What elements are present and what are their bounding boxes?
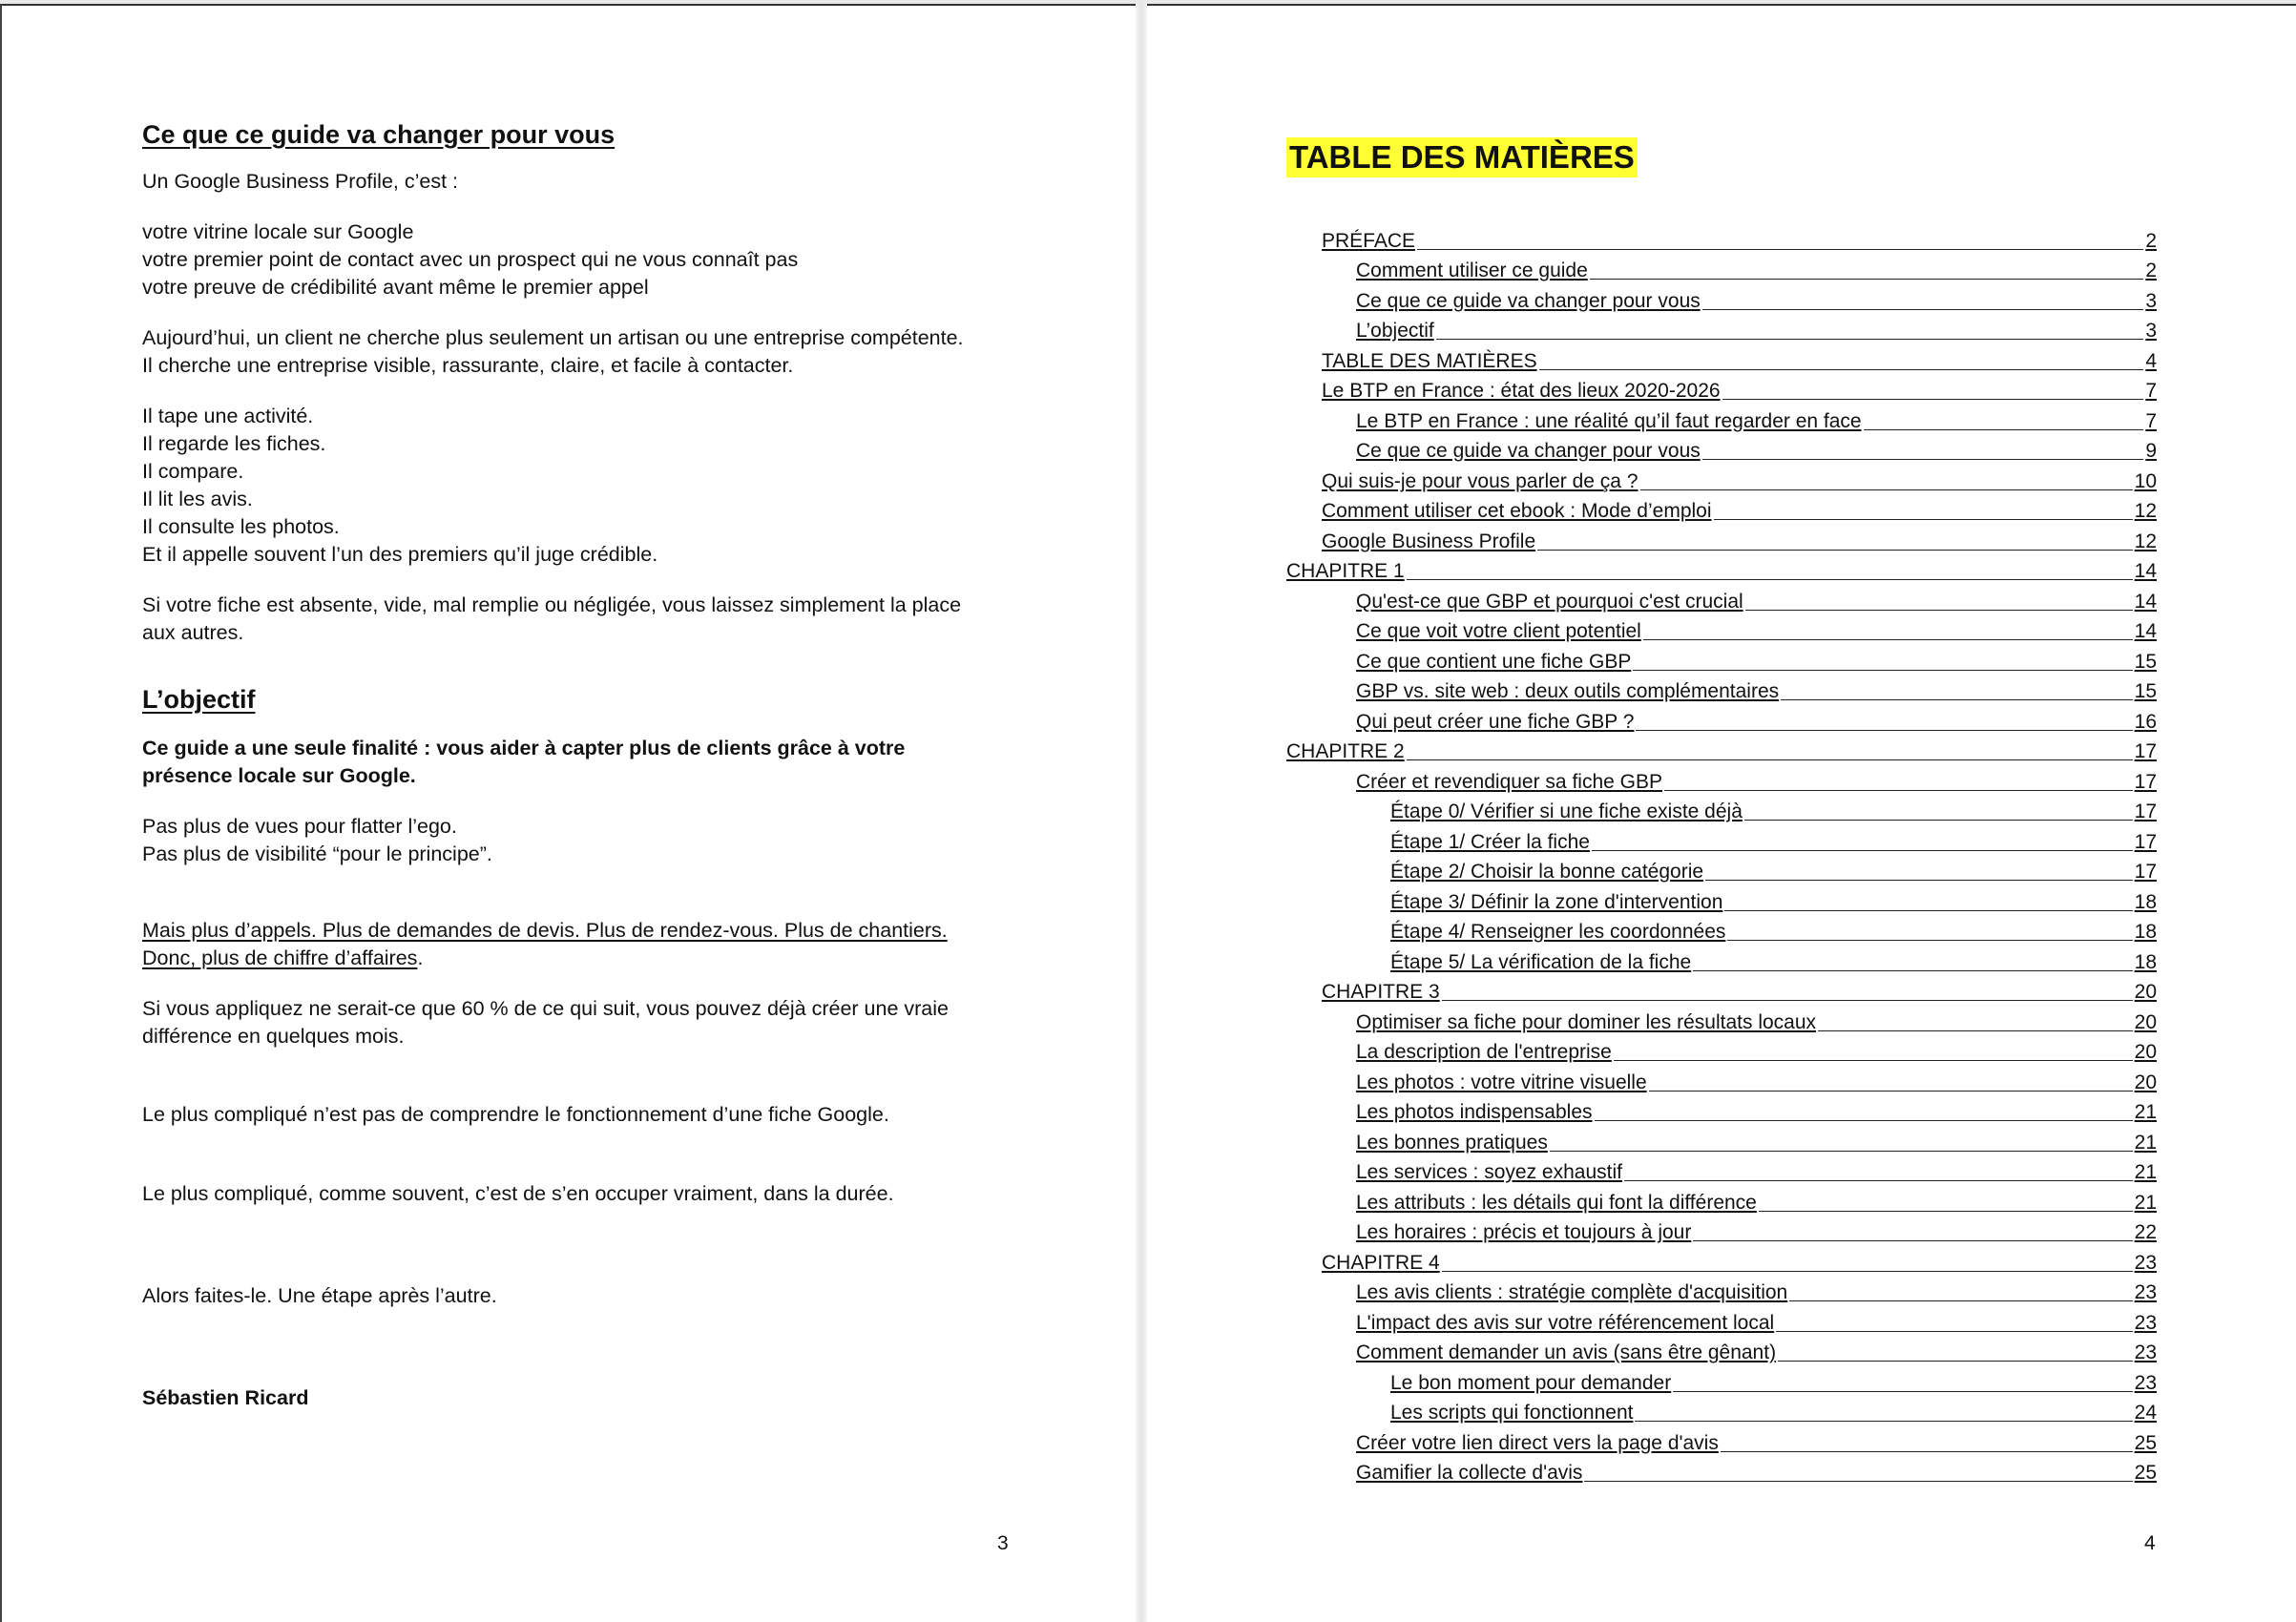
list-item: votre preuve de crédibilité avant même le premier appel xyxy=(142,276,649,299)
toc-entry-page[interactable]: 23 xyxy=(2134,1281,2157,1303)
toc-entry-page[interactable]: 24 xyxy=(2134,1402,2157,1424)
toc-entry-page[interactable]: 17 xyxy=(2134,801,2157,822)
toc-entry[interactable] xyxy=(1286,314,2157,344)
toc-entry-label[interactable]: Étape 1/ Créer la fiche xyxy=(1390,830,1590,853)
toc-entry[interactable] xyxy=(1286,824,2157,855)
toc-entry[interactable] xyxy=(1286,945,2157,975)
toc-leader-line xyxy=(1781,698,2132,700)
toc-entry-label[interactable]: Gamifier la collecte d'avis xyxy=(1356,1462,1583,1484)
toc-title: TABLE DES MATIÈRES xyxy=(1286,137,1638,177)
toc-entry-label[interactable]: Ce que voit votre client potentiel xyxy=(1356,620,1641,642)
toc-entry-page[interactable]: 23 xyxy=(2134,1251,2157,1274)
underlined-line: Donc, plus de chiffre d’affaires xyxy=(142,946,418,969)
toc-entry[interactable] xyxy=(1286,1005,2157,1035)
toc-leader-line xyxy=(1693,969,2132,971)
toc-leader-line xyxy=(1744,819,2133,821)
toc-entry-page[interactable]: 14 xyxy=(2134,590,2157,613)
toc-entry-page[interactable]: 14 xyxy=(2134,620,2157,642)
toc-entry[interactable] xyxy=(1286,704,2157,735)
toc-entry-page[interactable]: 18 xyxy=(2134,890,2157,913)
step-line: Il lit les avis. xyxy=(142,488,253,510)
toc-leader-line xyxy=(1778,1360,2133,1362)
toc-entry-page[interactable]: 20 xyxy=(2134,1041,2157,1063)
toc-entry-page[interactable]: 25 xyxy=(2134,1431,2157,1454)
toc-entry-label[interactable]: Étape 0/ Vérifier si une fiche existe déjà xyxy=(1390,801,1743,822)
toc-entry-label[interactable]: Les photos indispensables xyxy=(1356,1101,1593,1123)
period: . xyxy=(417,946,424,969)
toc-entry[interactable] xyxy=(1286,795,2157,825)
toc-leader-line xyxy=(1724,909,2132,911)
toc-entry-label[interactable]: Les attributs : les détails qui font la différence xyxy=(1356,1191,1757,1214)
toc-entry-label[interactable]: CHAPITRE 4 xyxy=(1322,1251,1440,1274)
toc-entry-page[interactable]: 17 xyxy=(2134,770,2157,793)
section-heading-objective: L’objectif xyxy=(142,685,256,714)
toc-entry-page[interactable]: 22 xyxy=(2134,1221,2157,1243)
toc-entry[interactable] xyxy=(1286,1035,2157,1066)
toc-entry-label[interactable]: Étape 4/ Renseigner les coordonnées xyxy=(1390,921,1726,943)
section-heading-guide-changes: Ce que ce guide va changer pour vous xyxy=(142,120,616,149)
toc-entry-label[interactable]: Créer et revendiquer sa fiche GBP xyxy=(1356,770,1662,793)
toc-entry[interactable] xyxy=(1286,675,2157,705)
toc-entry-page[interactable]: 12 xyxy=(2134,500,2157,522)
underlined-line: Mais plus d’appels. Plus de demandes de devis. Plus de rendez-vous. Plus de chantiers. xyxy=(142,919,948,942)
toc-leader-line xyxy=(1714,518,2133,520)
toc-leader-line xyxy=(1550,1150,2133,1152)
toc-entry-label[interactable]: La description de l'entreprise xyxy=(1356,1041,1612,1063)
toc-leader-line xyxy=(1539,368,2144,370)
toc-entry[interactable] xyxy=(1286,614,2157,645)
toc-entry[interactable] xyxy=(1286,404,2157,434)
toc-leader-line xyxy=(1789,1300,2132,1301)
toc-entry-page[interactable]: 20 xyxy=(2134,981,2157,1003)
toc-entry-page[interactable]: 21 xyxy=(2134,1161,2157,1183)
toc-entry-label[interactable]: Le BTP en France : une réalité qu’il faut regarder en face xyxy=(1356,409,1862,432)
toc-entry-label[interactable]: CHAPITRE 2 xyxy=(1286,740,1405,762)
toc-entry-label[interactable]: Les photos : votre vitrine visuelle xyxy=(1356,1071,1647,1093)
toc-entry-label[interactable]: Le BTP en France : état des lieux 2020-2026 xyxy=(1322,380,1721,402)
toc-entry-page[interactable]: 16 xyxy=(2134,710,2157,733)
toc-entry-label[interactable]: CHAPITRE 3 xyxy=(1322,981,1440,1003)
toc-entry-page[interactable]: 4 xyxy=(2145,349,2157,372)
toc-entry-label[interactable]: Le bon moment pour demander xyxy=(1390,1371,1672,1394)
intro-text: Un Google Business Profile, c’est : xyxy=(142,170,459,193)
toc-entry[interactable] xyxy=(1286,1276,2157,1306)
toc-entry-label[interactable]: PRÉFACE xyxy=(1322,229,1416,252)
table-of-contents xyxy=(1286,223,2157,1486)
paragraph-line: Si votre fiche est absente, vide, mal remplie ou négligée, vous laissez simplement la place xyxy=(142,593,962,616)
toc-leader-line xyxy=(1436,338,2144,340)
toc-entry-label[interactable]: Qui peut créer une fiche GBP ? xyxy=(1356,710,1635,733)
toc-entry-page[interactable]: 23 xyxy=(2134,1371,2157,1394)
toc-entry-page[interactable]: 21 xyxy=(2134,1131,2157,1154)
toc-entry-page[interactable]: 3 xyxy=(2145,289,2157,312)
toc-leader-line xyxy=(1584,1480,2132,1482)
toc-entry-label[interactable]: Étape 3/ Définir la zone d'intervention xyxy=(1390,890,1723,913)
toc-entry-page[interactable]: 10 xyxy=(2134,469,2157,492)
toc-leader-line xyxy=(1643,638,2133,640)
step-line: Il compare. xyxy=(142,460,244,483)
toc-leader-line xyxy=(1727,939,2132,941)
toc-leader-line xyxy=(1417,248,2143,250)
toc-entry-label[interactable]: Comment demander un avis (sans être gênant) xyxy=(1356,1341,1777,1363)
toc-entry-label[interactable]: CHAPITRE 1 xyxy=(1286,560,1405,582)
toc-entry-page[interactable]: 9 xyxy=(2145,440,2157,462)
paragraph-line: Le plus compliqué, comme souvent, c’est de s’en occuper vraiment, dans la durée. xyxy=(142,1182,894,1205)
toc-leader-line xyxy=(1633,669,2132,671)
toc-entry-label[interactable]: Qu'est-ce que GBP et pourquoi c'est crucial xyxy=(1356,590,1743,613)
toc-entry[interactable] xyxy=(1286,1336,2157,1366)
step-line: Il regarde les fiches. xyxy=(142,432,326,455)
toc-leader-line xyxy=(1635,1420,2132,1422)
page-4 xyxy=(1147,4,2296,1622)
toc-entry[interactable] xyxy=(1286,584,2157,614)
toc-entry-label[interactable]: L’objectif xyxy=(1356,320,1434,342)
underlined-line-wrap xyxy=(142,945,1001,972)
toc-entry-label[interactable]: L'impact des avis sur votre référencement local xyxy=(1356,1311,1775,1334)
step-line: Il tape une activité. xyxy=(142,405,314,427)
toc-entry-page[interactable]: 12 xyxy=(2134,530,2157,552)
toc-entry[interactable] xyxy=(1286,1456,2157,1487)
toc-entry-page[interactable]: 3 xyxy=(2145,320,2157,342)
toc-entry[interactable] xyxy=(1286,1065,2157,1095)
toc-entry-page[interactable]: 20 xyxy=(2134,1010,2157,1033)
toc-leader-line xyxy=(1595,1119,2133,1121)
toc-leader-line xyxy=(1442,1270,2133,1272)
toc-leader-line xyxy=(1442,999,2133,1001)
toc-entry[interactable] xyxy=(1286,494,2157,525)
paragraph-line: Pas plus de vues pour flatter l’ego. xyxy=(142,815,457,838)
toc-entry[interactable] xyxy=(1286,1155,2157,1186)
toc-entry-label[interactable]: Optimiser sa fiche pour dominer les résultats locaux xyxy=(1356,1010,1817,1033)
paragraph-line: Pas plus de visibilité “pour le principe”. xyxy=(142,842,492,865)
toc-entry[interactable] xyxy=(1286,524,2157,554)
toc-leader-line xyxy=(1776,1330,2132,1332)
toc-entry-label[interactable]: Ce que ce guide va changer pour vous xyxy=(1356,289,1701,312)
toc-leader-line xyxy=(1721,1450,2133,1452)
toc-entry[interactable] xyxy=(1286,915,2157,946)
toc-entry-page[interactable]: 23 xyxy=(2134,1311,2157,1334)
toc-entry-label[interactable]: Étape 5/ La vérification de la fiche xyxy=(1390,950,1692,973)
toc-entry-page[interactable]: 2 xyxy=(2145,229,2157,252)
toc-entry-page[interactable]: 14 xyxy=(2134,560,2157,582)
toc-entry-page[interactable]: 21 xyxy=(2134,1191,2157,1214)
toc-entry[interactable] xyxy=(1286,644,2157,675)
page-3 xyxy=(0,4,1136,1622)
page-number: 4 xyxy=(2144,1532,2156,1554)
toc-entry-page[interactable]: 7 xyxy=(2145,409,2157,432)
toc-leader-line xyxy=(1759,1210,2133,1212)
toc-entry[interactable] xyxy=(1286,374,2157,405)
page-3-content xyxy=(142,116,1001,1412)
page-number: 3 xyxy=(997,1532,1009,1554)
objective-statement: présence locale sur Google. xyxy=(142,764,416,787)
toc-leader-line xyxy=(1705,879,2133,881)
toc-entry-label[interactable]: Comment utiliser cet ebook : Mode d’emploi xyxy=(1322,500,1712,522)
toc-leader-line xyxy=(1590,278,2144,280)
toc-entry-label[interactable]: Les horaires : précis et toujours à jour xyxy=(1356,1221,1692,1243)
toc-leader-line xyxy=(1745,609,2133,611)
paragraph-line: Si vous appliquez ne serait-ce que 60 % de ce qui suit, vous pouvez déjà créer une vraie xyxy=(142,997,949,1020)
toc-entry[interactable] xyxy=(1286,975,2157,1006)
toc-entry-label[interactable]: Étape 2/ Choisir la bonne catégorie xyxy=(1390,861,1704,883)
toc-entry-label[interactable]: GBP vs. site web : deux outils complémentaires xyxy=(1356,680,1780,702)
toc-entry[interactable] xyxy=(1286,735,2157,765)
paragraph-line: Il cherche une entreprise visible, rassurante, claire, et facile à contacter. xyxy=(142,354,794,377)
toc-leader-line xyxy=(1722,398,2144,400)
toc-entry-label[interactable]: Ce que ce guide va changer pour vous xyxy=(1356,440,1701,462)
toc-entry-page[interactable]: 15 xyxy=(2134,680,2157,702)
toc-entry-page[interactable]: 17 xyxy=(2134,861,2157,883)
toc-leader-line xyxy=(1818,1029,2133,1031)
toc-entry-label[interactable]: Google Business Profile xyxy=(1322,530,1536,552)
objective-statement: Ce guide a une seule finalité : vous aider à capter plus de clients grâce à votre xyxy=(142,737,906,759)
toc-entry-page[interactable]: 2 xyxy=(2145,260,2157,281)
toc-entry[interactable] xyxy=(1286,464,2157,494)
toc-entry-label[interactable]: Les avis clients : stratégie complète d'acquisition xyxy=(1356,1281,1788,1303)
toc-leader-line xyxy=(1537,549,2133,551)
toc-leader-line xyxy=(1624,1179,2133,1181)
toc-leader-line xyxy=(1636,729,2132,731)
toc-entry-label[interactable]: Comment utiliser ce guide xyxy=(1356,260,1588,281)
toc-entry[interactable] xyxy=(1286,764,2157,795)
toc-entry-page[interactable]: 25 xyxy=(2134,1462,2157,1484)
toc-entry[interactable] xyxy=(1286,884,2157,915)
toc-leader-line xyxy=(1664,789,2133,791)
toc-entry-page[interactable]: 23 xyxy=(2134,1341,2157,1363)
page-gutter xyxy=(1136,4,1147,1622)
toc-entry[interactable] xyxy=(1286,1305,2157,1336)
toc-entry[interactable] xyxy=(1286,1216,2157,1246)
closing-line: Alors faites-le. Une étape après l’autre. xyxy=(142,1284,497,1307)
toc-entry-label[interactable]: Créer votre lien direct vers la page d'avis xyxy=(1356,1431,1719,1454)
toc-entry[interactable] xyxy=(1286,1425,2157,1456)
toc-entry-label[interactable]: Les scripts qui fonctionnent xyxy=(1390,1402,1634,1424)
toc-entry-page[interactable]: 15 xyxy=(2134,650,2157,673)
step-line: Il consulte les photos. xyxy=(142,515,340,538)
toc-entry[interactable] xyxy=(1286,223,2157,254)
step-line: Et il appelle souvent l’un des premiers qu’il juge crédible. xyxy=(142,543,658,566)
toc-entry[interactable] xyxy=(1286,343,2157,374)
paragraph-line: différence en quelques mois. xyxy=(142,1025,405,1048)
toc-entry[interactable] xyxy=(1286,434,2157,465)
toc-entry-page[interactable]: 18 xyxy=(2134,950,2157,973)
list-item: votre premier point de contact avec un prospect qui ne vous connaît pas xyxy=(142,248,799,271)
toc-entry-label[interactable]: Ce que contient une fiche GBP xyxy=(1356,650,1632,673)
toc-entry-page[interactable]: 21 xyxy=(2134,1101,2157,1123)
toc-leader-line xyxy=(1592,849,2133,851)
paragraph-line: Le plus compliqué n’est pas de comprendre le fonctionnement d’une fiche Google. xyxy=(142,1103,889,1126)
list-item: votre vitrine locale sur Google xyxy=(142,220,414,243)
toc-leader-line xyxy=(1614,1059,2133,1061)
toc-leader-line xyxy=(1702,308,2144,310)
paragraph-line: Aujourd’hui, un client ne cherche plus seulement un artisan ou une entreprise compétente. xyxy=(142,326,964,349)
toc-leader-line xyxy=(1702,458,2144,460)
toc-leader-line xyxy=(1640,489,2133,490)
toc-entry[interactable] xyxy=(1286,1185,2157,1216)
toc-entry-page[interactable]: 20 xyxy=(2134,1071,2157,1093)
toc-leader-line xyxy=(1407,578,2133,580)
author-signature: Sébastien Ricard xyxy=(142,1386,309,1409)
toc-entry[interactable] xyxy=(1286,1125,2157,1155)
toc-entry[interactable] xyxy=(1286,1095,2157,1126)
toc-leader-line xyxy=(1693,1239,2132,1241)
toc-leader-line xyxy=(1407,759,2133,760)
toc-entry[interactable] xyxy=(1286,254,2157,284)
toc-entry-page[interactable]: 7 xyxy=(2145,380,2157,402)
toc-entry[interactable] xyxy=(1286,1365,2157,1396)
toc-leader-line xyxy=(1673,1390,2132,1392)
toc-entry[interactable] xyxy=(1286,1396,2157,1426)
toc-entry-label[interactable]: Qui suis-je pour vous parler de ça ? xyxy=(1322,469,1639,492)
toc-entry[interactable] xyxy=(1286,1245,2157,1276)
toc-entry-label[interactable]: Les services : soyez exhaustif xyxy=(1356,1161,1622,1183)
paragraph-line: aux autres. xyxy=(142,621,244,644)
toc-entry[interactable] xyxy=(1286,283,2157,314)
toc-entry[interactable] xyxy=(1286,554,2157,585)
toc-leader-line xyxy=(1864,428,2144,430)
toc-entry-page[interactable]: 17 xyxy=(2134,830,2157,853)
toc-entry[interactable] xyxy=(1286,855,2157,885)
toc-entry-page[interactable]: 18 xyxy=(2134,921,2157,943)
toc-entry-label[interactable]: TABLE DES MATIÈRES xyxy=(1322,349,1537,372)
toc-entry-page[interactable]: 17 xyxy=(2134,740,2157,762)
toc-leader-line xyxy=(1649,1090,2133,1092)
toc-entry-label[interactable]: Les bonnes pratiques xyxy=(1356,1131,1548,1154)
